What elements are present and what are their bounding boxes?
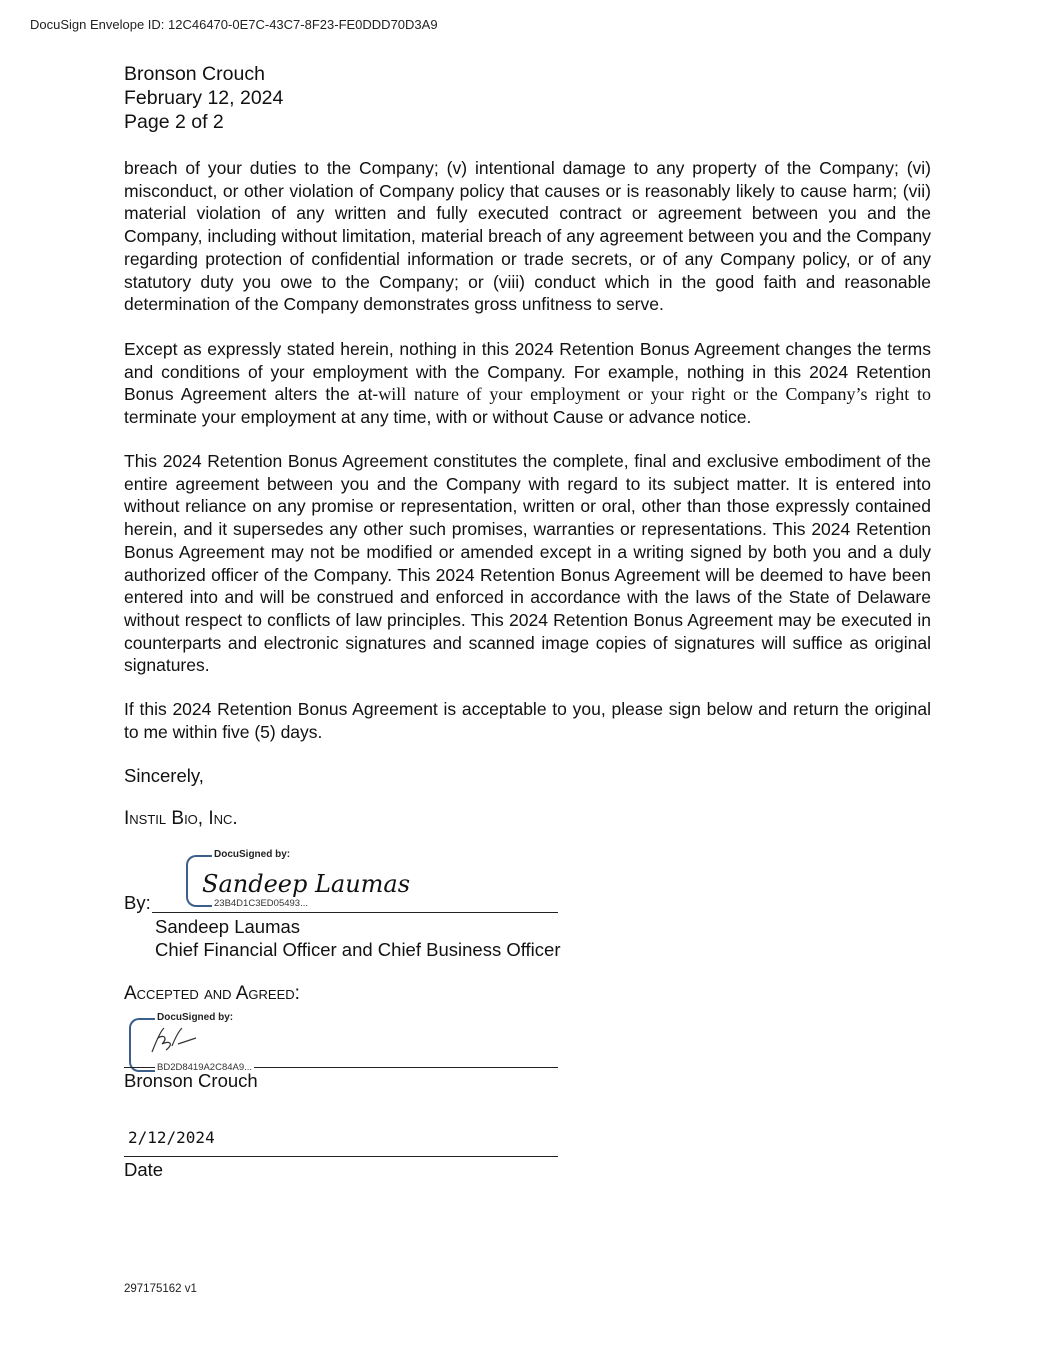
docusigned-by-label: DocuSigned by: <box>214 849 291 860</box>
letter-date: February 12, 2024 <box>124 87 284 109</box>
accepted-and-agreed-label: Accepted and Agreed: <box>124 983 300 1004</box>
signed-date-value: 2/12/2024 <box>128 1128 215 1147</box>
company-name: Instil Bio, Inc. <box>124 808 238 829</box>
document-number: 297175162 v1 <box>124 1283 197 1295</box>
signature-sandeep-laumas <box>200 862 411 902</box>
signature-strokes <box>152 1028 196 1052</box>
paragraph-text-serif: will nature of your employment or your right or the Company’s right to <box>378 384 932 405</box>
paragraph-text: terminate your employment at any time, with or without Cause or advance notice. <box>124 407 752 428</box>
paragraph-text: Except as expressly stated herein, nothing in this 2024 Retention Bonus Agreement changes the terms and conditions of your employment with the Company. For example, nothing in this 2024 Retention Bonus Agreement alters the at- <box>124 339 931 405</box>
acceptor-name: Bronson Crouch <box>124 1070 258 1091</box>
date-label: Date <box>124 1159 164 1180</box>
signature-id: 23B4D1C3ED05493... <box>214 898 309 909</box>
by-label: By: <box>124 892 151 913</box>
docusign-envelope-id: DocuSign Envelope ID: 12C46470-0E7C-43C7-8F23-FE0DDD70D3A9 <box>30 17 438 32</box>
recipient-name: Bronson Crouch <box>124 63 265 85</box>
signer-title: Chief Financial Officer and Chief Business Officer <box>155 939 561 960</box>
signature-id: BD2D8419A2C84A9... <box>157 1062 253 1073</box>
page-number: Page 2 of 2 <box>124 111 224 133</box>
closing: Sincerely, <box>124 765 204 786</box>
paragraph-acceptance: If this 2024 Retention Bonus Agreement is acceptable to you, please sign below and return the original to me within five (5) days. <box>124 699 931 742</box>
letter-header <box>124 62 283 134</box>
signature-line <box>152 912 558 913</box>
signer-name: Sandeep Laumas <box>155 916 301 937</box>
signature-bronson-crouch <box>146 1024 206 1058</box>
signature-script: Sandeep Laumas <box>202 870 411 898</box>
paragraph-employment-terms <box>124 338 931 429</box>
docusigned-by-label: DocuSigned by: <box>157 1012 234 1023</box>
paragraph-entire-agreement: This 2024 Retention Bonus Agreement constitutes the complete, final and exclusive embodiment of the entire agreement between you and the Company with regard to its subject matter. It is entered into without reliance on any promise or representation, written or oral, other than those expressly contained herein, and it supersedes any other such promises, warranties or representations. This 2024 Retention Bonus Agreement may not be modified or amended except in a writing signed by both you and a duly authorized officer of the Company. This 2024 Retention Bonus Agreement will be deemed to have been entered into and will be construed and enforced in accordance with the laws of the State of Delaware without respect to conflicts of law principles. This 2024 Retention Bonus Agreement may be executed in counterparts and electronic signatures and scanned image copies of signatures will suffice as original signatures. <box>124 451 931 676</box>
paragraph-cause-definition: breach of your duties to the Company; (v) intentional damage to any property of the Company; (vi) misconduct, or other violation of Company policy that causes or is reasonably likely to cause harm; (vii) material violation of any written and fully executed contract or agreement between you and the Company, including without limitation, material breach of any agreement between you and the Company regarding protection of confidential information or trade secrets, or of any Company policy, or of any statutory duty you owe to the Company; or (viii) conduct which in the good faith and reasonable determination of the Company demonstrates gross unfitness to serve. <box>124 158 931 315</box>
date-line <box>124 1156 558 1157</box>
